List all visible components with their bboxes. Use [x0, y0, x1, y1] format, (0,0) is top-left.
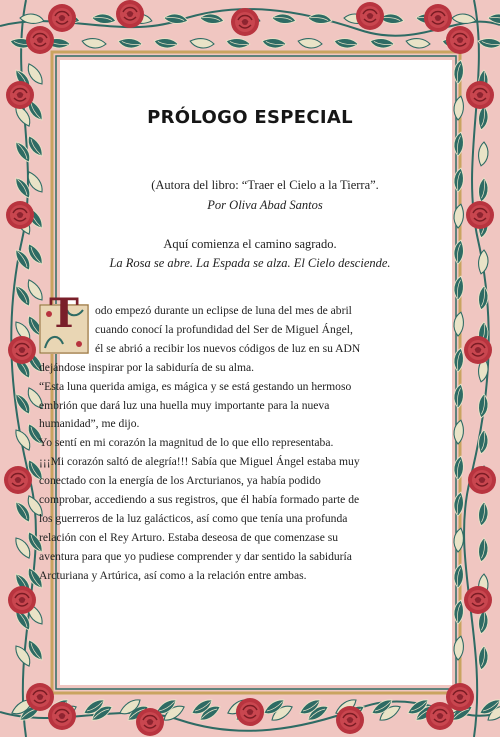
motto-line-1: Aquí comienza el camino sagrado.	[163, 237, 337, 251]
motto-line-2: La Rosa se abre. La Espada se alza. El Cielo desciende.	[109, 256, 391, 270]
rose-icon	[8, 586, 36, 614]
rose-icon	[4, 466, 32, 494]
intro-author-line: (Autora del libro: “Traer el Cielo a la Tierra”.	[151, 178, 379, 192]
rose-icon	[464, 336, 492, 364]
body-text	[39, 290, 361, 586]
rose-icon	[466, 81, 494, 109]
rose-icon	[48, 4, 76, 32]
rose-icon	[26, 683, 54, 711]
rose-icon	[446, 26, 474, 54]
paragraph: ¡¡¡Mi corazón saltó de alegría!!! Sabía que Miguel Ángel estaba muy conectado con la energía de los Arcturianos, ya había podido comprobar, accediendo a sus registros, que él había formado parte de los guerreros de la luz galácticos, así como que tenía una profunda relación con el Rey Arturo. Estaba deseosa de que comenzase su aventura para que yo pudiese comprender y dar sentido la sabiduría Arcturiana y Artúrica, así como a la relación entre ambas.	[39, 455, 360, 582]
rose-icon	[424, 4, 452, 32]
rose-icon	[231, 8, 259, 36]
paragraph: “Esta luna querida amiga, es mágica y se está gestando un hermoso embrión que dará luz una huella muy importante para la nueva humanidad”, me dijo.	[39, 379, 352, 431]
rose-icon	[8, 336, 36, 364]
rose-icon	[26, 26, 54, 54]
rose-icon	[6, 81, 34, 109]
rose-icon	[356, 2, 384, 30]
rose-icon	[468, 466, 496, 494]
paragraph: Yo sentí en mi corazón la magnitud de lo que ello representaba.	[39, 436, 334, 450]
dropcap-letter: T	[49, 290, 79, 337]
rose-icon	[116, 0, 144, 28]
page-title: PRÓLOGO ESPECIAL	[147, 107, 353, 128]
rose-icon	[446, 683, 474, 711]
dropcap-ornament-icon	[39, 290, 89, 354]
rose-icon	[336, 706, 364, 734]
paragraph: odo empezó durante un eclipse de luna del mes de abril cuando conocí la profundidad del Ser de Miguel Ángel, él se abrió a recibir los nuevos códigos de luz en su ADN dejándose inspirar por la sabiduría de su alma.	[39, 304, 361, 374]
rose-icon	[48, 702, 76, 730]
rose-icon	[136, 708, 164, 736]
intro-signature: Por Oliva Abad Santos	[207, 198, 323, 212]
rose-icon	[464, 586, 492, 614]
rose-icon	[236, 698, 264, 726]
